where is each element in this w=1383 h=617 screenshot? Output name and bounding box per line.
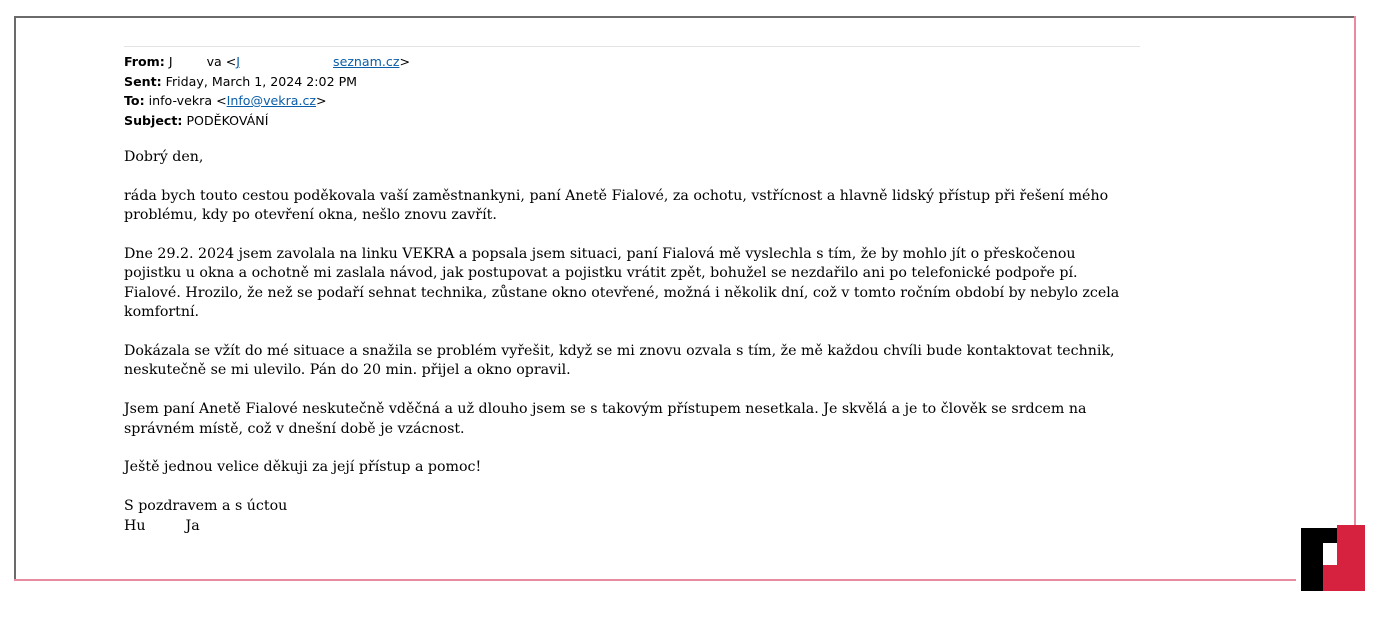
to-close: >	[316, 93, 327, 108]
paragraph-5: Ještě jednou velice děkuji za její přístup a pomoc!	[124, 459, 482, 476]
paragraph-3: Dokázala se vžít do mé situace a snažila se problém vyřešit, když se mi znovu ozvala s tím, že mě každou chvíli bude kontaktovat technik, neskutečně se mi ulevilo. Pán do 20 min. přijel a okno opravil.	[124, 343, 1115, 379]
to-row	[124, 91, 410, 111]
frame-top-border	[14, 16, 1354, 18]
from-label: From:	[124, 54, 165, 69]
sent-value: Friday, March 1, 2024 2:02 PM	[165, 73, 358, 89]
from-name-tail: va <	[206, 54, 237, 69]
to-name: info-vekra <	[148, 93, 227, 108]
from-row	[124, 52, 410, 72]
email-header	[124, 52, 410, 130]
to-label: To:	[124, 93, 145, 108]
frame-bottom-border	[14, 579, 1296, 581]
vekra-logo-icon	[1301, 525, 1365, 591]
subject-row	[124, 111, 410, 131]
from-email-start: J	[236, 54, 241, 69]
to-email-link[interactable]: Info@vekra.cz	[226, 93, 316, 108]
from-email-end: seznam.cz	[333, 54, 400, 69]
paragraph-1: ráda bych touto cestou poděkovala vaší zaměstnankyni, paní Anetě Fialové, za ochotu, vstřícnost a hlavně lidský přístup při řešení mého problému, kdy po otevření okna, nešlo znovu zavřít.	[124, 187, 1109, 224]
frame-right-border	[1354, 16, 1356, 526]
from-email-link[interactable]	[236, 54, 399, 69]
signature-start: Hu	[124, 517, 146, 534]
logo-red-shape	[1337, 525, 1365, 591]
redaction	[240, 54, 333, 66]
sent-label: Sent:	[124, 73, 162, 89]
sent-row	[124, 72, 410, 92]
from-close: >	[399, 54, 411, 69]
email-body	[124, 148, 1134, 536]
greeting: Dobrý den,	[124, 149, 204, 165]
paragraph-2: Dne 29.2. 2024 jsem zavolala na linku VEKRA a popsala jsem situaci, paní Fialová mě vyslechla s tím, že by mohlo jít o přeskočenou pojistku u okna a ochotně mi zaslala návod, jak postupovat a pojistku vrátit zpět, bohužel se nezdařilo ani po telefonické podpoře pí. Fialové. Hrozilo, že než se podaří sehnat technika, zůstane okno otevřené, možná i několik dní, což v tomto ročním období by nebylo zcela komfortní.	[124, 246, 1120, 321]
subject-value: PODĚKOVÁNÍ	[186, 112, 269, 128]
from-name: J	[168, 54, 173, 69]
signature-mid: Ja	[185, 517, 200, 534]
logo-red-foot	[1323, 565, 1337, 591]
frame-left-border	[14, 16, 16, 581]
header-divider	[124, 46, 1140, 47]
paragraph-4: Jsem paní Anetě Fialové neskutečně vděčná a už dlouho jsem se s takovým přístupem nesetkala. Je skvělá a je to člověk se srdcem na správném místě, což v dnešní době je vzácnost.	[124, 401, 1087, 437]
signature-name	[124, 517, 1134, 536]
subject-label: Subject:	[124, 112, 183, 128]
signature-block	[124, 497, 1134, 536]
closing: S pozdravem a s úctou	[124, 498, 288, 515]
